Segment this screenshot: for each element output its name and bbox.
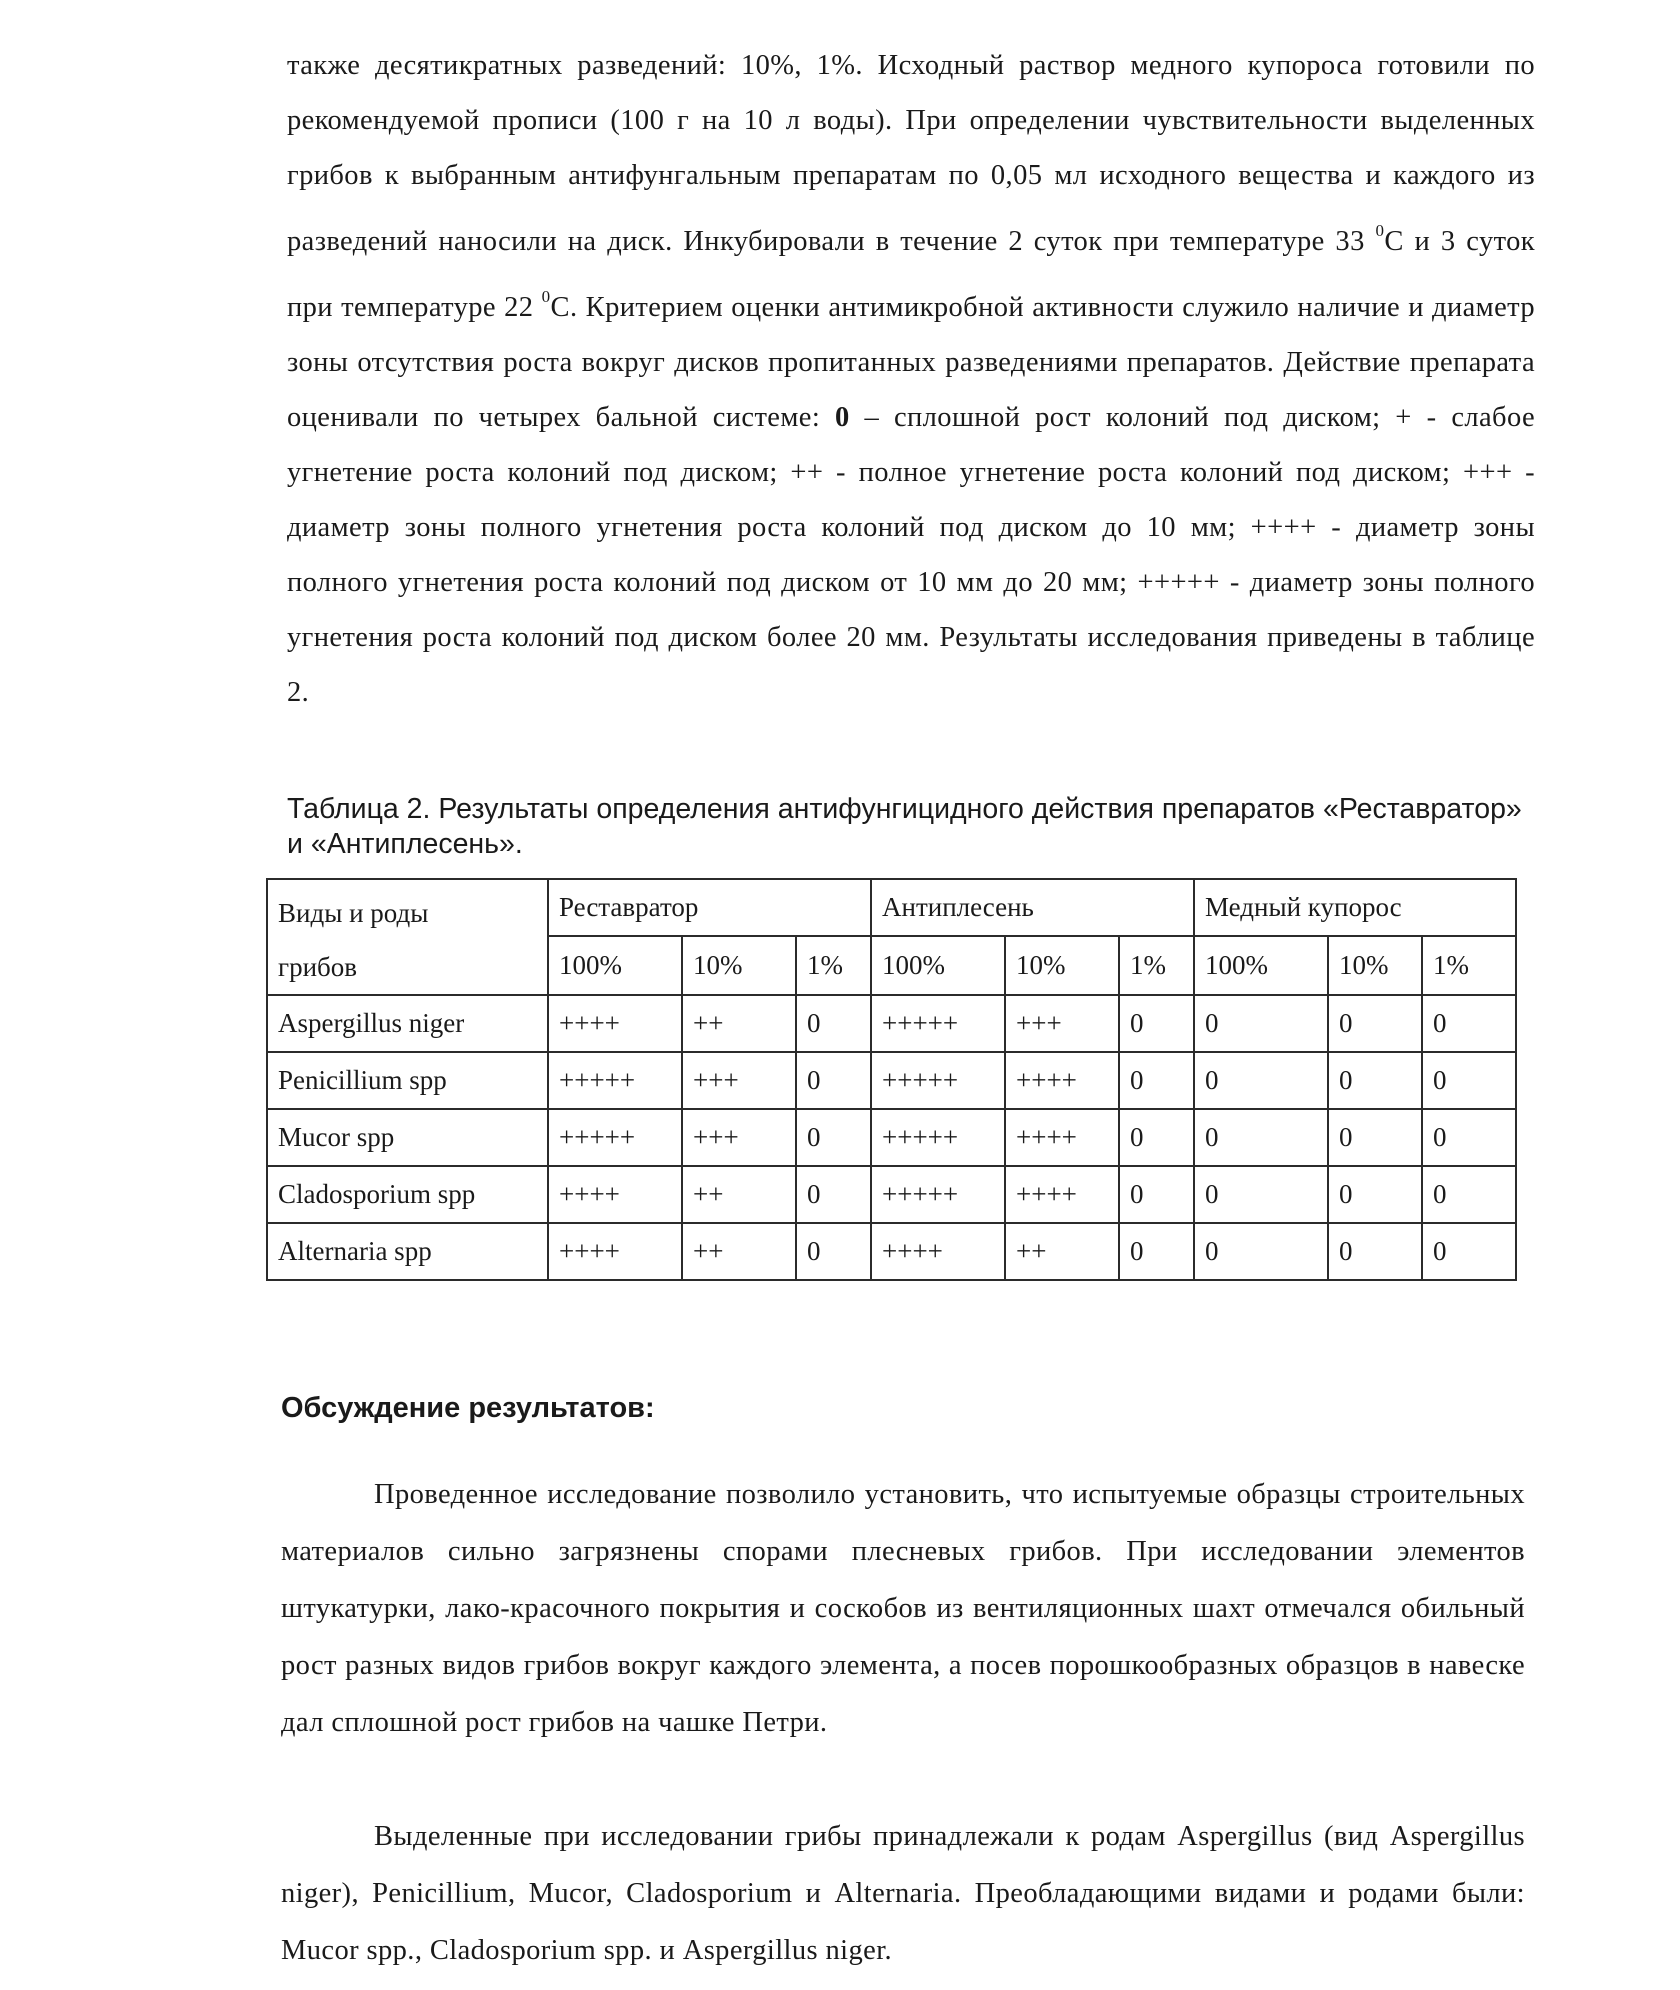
methods-paragraph <box>287 38 1535 720</box>
value-cell: +++++ <box>871 1166 1005 1223</box>
value-cell: 0 <box>1194 1223 1328 1280</box>
discussion-paragraph-2: Выделенные при исследовании грибы принадлежали к родам Aspergillus (вид Aspergillus niger), Penicillium, Mucor, Cladosporium и Alternaria. Преобладающими видами и родами были: Mucor spp., Cladosporium spp. и Aspergillus niger. <box>281 1821 1525 1966</box>
value-cell: 0 <box>1119 995 1194 1052</box>
methods-text-c: С. Критерием оценки антимикробной активности служило наличие и диаметр зоны отсутствия роста вокруг дисков пропитанных разведениями препаратов. Действие препарата оценивали по четырех бальной системе: <box>287 292 1535 433</box>
species-cell: Alternaria spp <box>267 1223 548 1280</box>
species-cell: Aspergillus niger <box>267 995 548 1052</box>
percent-header: 100% <box>1194 936 1328 995</box>
value-cell: ++++ <box>1005 1166 1119 1223</box>
methods-text-a: также десятикратных разведений: 10%, 1%. Исходный раствор медного купороса готовили по рекомендуемой прописи (100 г на 10 л воды). При определении чувствительности выделенных грибов к выбранным антифунгальным препаратам по 0,05 мл исходного вещества и каждого из разведений наносили на диск. Инкубировали в течение 2 суток при температуре 33 <box>287 50 1535 257</box>
percent-header: 1% <box>1119 936 1194 995</box>
value-cell: 0 <box>1422 1166 1516 1223</box>
table-row <box>267 1052 1516 1109</box>
percent-header: 100% <box>548 936 682 995</box>
table-caption: Таблица 2. Результаты определения антифунгицидного действия препаратов «Реставратор» и «Антиплесень». <box>287 793 1522 860</box>
value-cell: 0 <box>796 1223 871 1280</box>
value-cell: 0 <box>1119 1223 1194 1280</box>
percent-header: 100% <box>871 936 1005 995</box>
percent-header: 10% <box>1328 936 1422 995</box>
value-cell: 0 <box>1194 1109 1328 1166</box>
percent-header: 10% <box>1005 936 1119 995</box>
value-cell: +++ <box>682 1052 796 1109</box>
value-cell: ++++ <box>1005 1109 1119 1166</box>
species-cell: Penicillium spp <box>267 1052 548 1109</box>
table-row <box>267 1223 1516 1280</box>
discussion-heading: Обсуждение результатов: <box>281 1392 655 1424</box>
value-cell: ++++ <box>548 1166 682 1223</box>
table-group-header-row <box>267 879 1516 936</box>
value-cell: +++++ <box>871 1109 1005 1166</box>
degree-superscript: 0 <box>541 287 551 306</box>
value-cell: ++ <box>682 995 796 1052</box>
value-cell: 0 <box>1328 1052 1422 1109</box>
value-cell: 0 <box>796 1052 871 1109</box>
species-cell: Mucor spp <box>267 1109 548 1166</box>
value-cell: 0 <box>1328 1109 1422 1166</box>
degree-superscript: 0 <box>1375 221 1385 240</box>
value-cell: 0 <box>1119 1109 1194 1166</box>
value-cell: ++++ <box>548 995 682 1052</box>
value-cell: 0 <box>1119 1052 1194 1109</box>
group-header-copper-sulfate: Медный купорос <box>1194 879 1516 936</box>
group-header-restorer: Реставратор <box>548 879 871 936</box>
species-header-line2: грибов <box>278 952 358 982</box>
methods-text-b: С и 3 суток при температуре 22 <box>287 226 1535 323</box>
value-cell: 0 <box>1422 1109 1516 1166</box>
value-cell: 0 <box>1194 995 1328 1052</box>
percent-header: 1% <box>796 936 871 995</box>
table-row <box>267 995 1516 1052</box>
value-cell: +++++ <box>871 995 1005 1052</box>
species-header-line1: Виды и роды <box>278 898 429 928</box>
table-row <box>267 1166 1516 1223</box>
species-header <box>267 879 548 995</box>
percent-header: 1% <box>1422 936 1516 995</box>
value-cell: ++++ <box>548 1223 682 1280</box>
methods-text-d: – сплошной рост колоний под диском; + - слабое угнетение роста колоний под диском; ++ - полное угнетение роста колоний под диском; +++ - диаметр зоны полного угнетения роста колоний под диском до 10 мм; ++++ - диаметр зоны полного угнетения роста колоний под диском от 10 мм до 20 мм; +++++ - диаметр зоны полного угнетения роста колоний под диском более 20 мм. Результаты исследования приведены в таблице 2. <box>287 402 1535 708</box>
value-cell: 0 <box>1422 995 1516 1052</box>
species-cell: Cladosporium spp <box>267 1166 548 1223</box>
value-cell: ++ <box>1005 1223 1119 1280</box>
value-cell: ++++ <box>871 1223 1005 1280</box>
value-cell: 0 <box>1328 1223 1422 1280</box>
value-cell: +++ <box>682 1109 796 1166</box>
value-cell: ++ <box>682 1223 796 1280</box>
percent-header: 10% <box>682 936 796 995</box>
value-cell: +++++ <box>548 1052 682 1109</box>
value-cell: +++++ <box>548 1109 682 1166</box>
value-cell: +++ <box>1005 995 1119 1052</box>
value-cell: 0 <box>1194 1166 1328 1223</box>
score-zero: 0 <box>835 402 850 433</box>
discussion-paragraph-1: Проведенное исследование позволило установить, что испытуемые образцы строительных материалов сильно загрязнены спорами плесневых грибов. При исследовании элементов штукатурки, лако-красочного покрытия и соскобов из вентиляционных шахт отмечался обильный рост разных видов грибов вокруг каждого элемента, а посев порошкообразных образцов в навеске дал сплошной рост грибов на чашке Петри. <box>281 1479 1525 1738</box>
group-header-antimold: Антиплесень <box>871 879 1194 936</box>
value-cell: 0 <box>796 1166 871 1223</box>
value-cell: 0 <box>1194 1052 1328 1109</box>
value-cell: 0 <box>1328 995 1422 1052</box>
table-row <box>267 1109 1516 1166</box>
results-table <box>266 878 1517 1281</box>
value-cell: 0 <box>1328 1166 1422 1223</box>
value-cell: 0 <box>796 1109 871 1166</box>
value-cell: 0 <box>796 995 871 1052</box>
value-cell: ++++ <box>1005 1052 1119 1109</box>
value-cell: ++ <box>682 1166 796 1223</box>
value-cell: 0 <box>1422 1223 1516 1280</box>
value-cell: +++++ <box>871 1052 1005 1109</box>
value-cell: 0 <box>1422 1052 1516 1109</box>
value-cell: 0 <box>1119 1166 1194 1223</box>
